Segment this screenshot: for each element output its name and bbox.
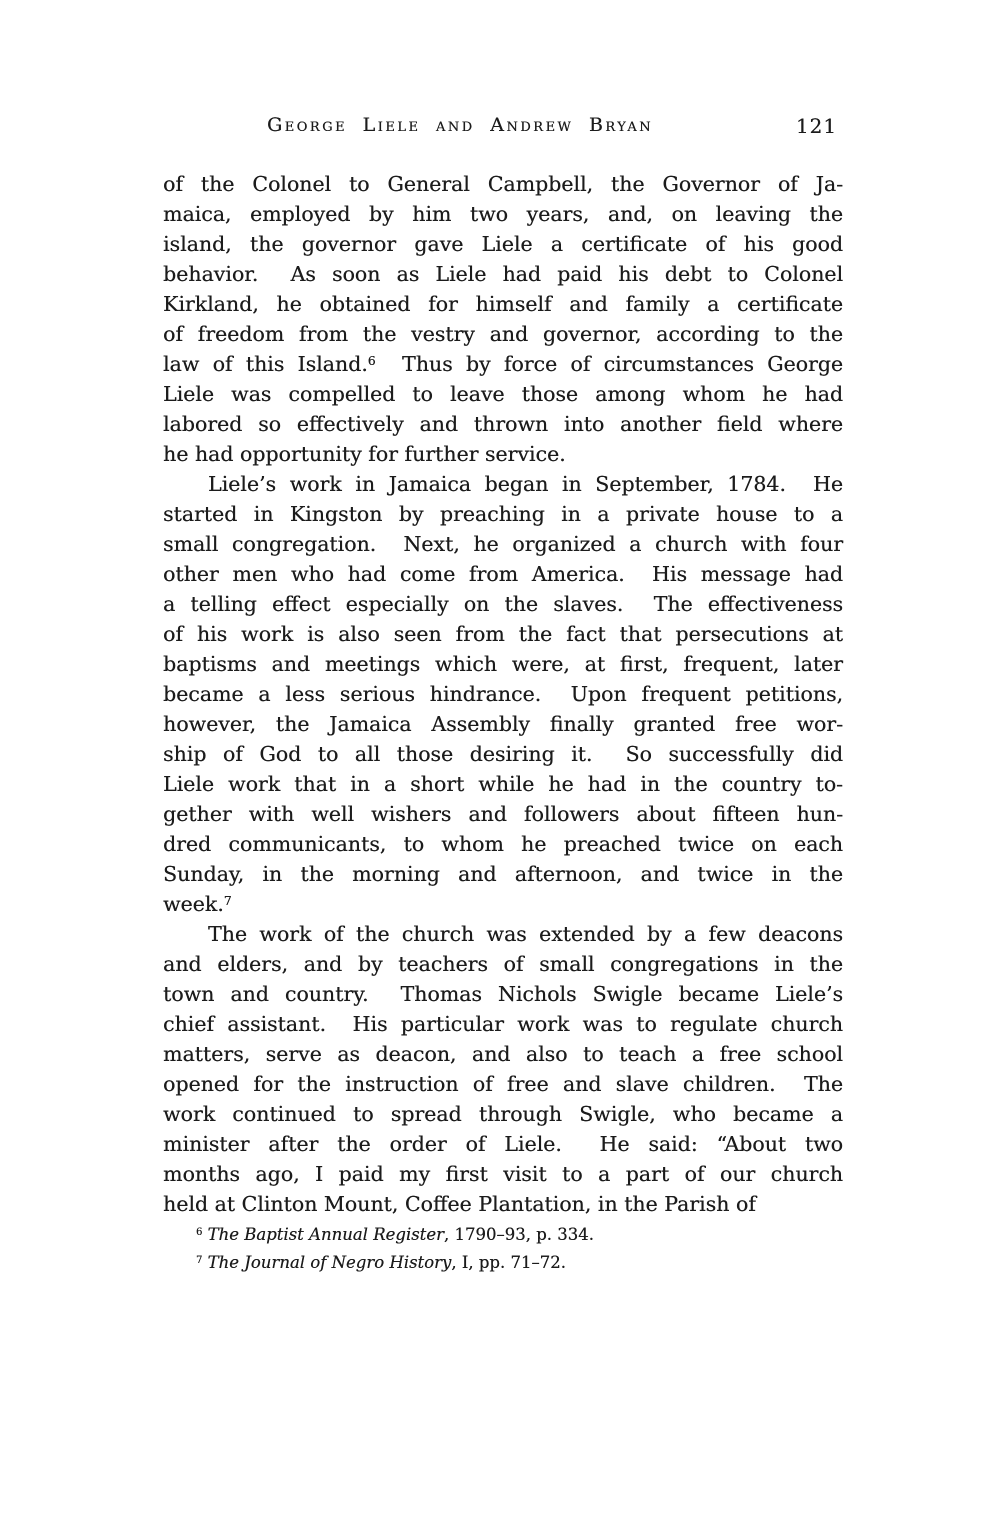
text-line: Sunday, in the morning and afternoon, and twice in the: [163, 862, 843, 886]
text-line: week.$^7$: [163, 892, 232, 916]
text-line: matters, serve as deacon, and also to teach a free school: [163, 1042, 843, 1066]
text-line: law of this Island.$^6$ Thus by force of circumstances George: [163, 352, 843, 376]
text-line: other men who had come from America. His message had: [163, 562, 843, 586]
text-line: and elders, and by teachers of small congregations in the: [163, 952, 843, 976]
footnote: $^7$ The Journal of Negro History, I, pp. 71–72.: [196, 1252, 566, 1272]
footnote: $^6$ The Baptist Annual Register, 1790–93, p. 334.: [196, 1225, 594, 1244]
text-block: [163, 169, 843, 1219]
text-line: Liele’s work in Jamaica began in September, 1784. He: [208, 472, 843, 496]
text-line: of the Colonel to General Campbell, the Governor of Ja-: [163, 172, 843, 196]
text-line: however, the Jamaica Assembly finally granted free wor-: [163, 712, 843, 736]
text-line: island, the governor gave Liele a certificate of his good: [163, 232, 843, 256]
page-number: 121: [795, 114, 837, 138]
text-line: labored so effectively and thrown into another field where: [163, 412, 843, 436]
running-title: George Liele and Andrew Bryan: [266, 114, 654, 136]
text-line: The work of the church was extended by a few deacons: [208, 922, 843, 946]
text-line: opened for the instruction of free and slave children. The: [163, 1072, 843, 1096]
text-line: became a less serious hindrance. Upon frequent petitions,: [163, 682, 843, 706]
text-line: gether with well wishers and followers about fifteen hun-: [163, 802, 843, 826]
footnote-reference: 6: [196, 1227, 203, 1239]
text-line: dred communicants, to whom he preached twice on each: [163, 832, 843, 856]
text-line: Liele work that in a short while he had in the country to-: [163, 772, 843, 796]
footnote-reference: 7: [196, 1254, 203, 1266]
text-line: maica, employed by him two years, and, on leaving the: [163, 202, 843, 226]
text-line: small congregation. Next, he organized a church with four: [163, 532, 843, 556]
text-line: town and country. Thomas Nichols Swigle became Liele’s: [163, 982, 843, 1006]
text-line: months ago, I paid my first visit to a part of our church: [163, 1162, 843, 1186]
text-line: Liele was compelled to leave those among whom he had: [163, 382, 843, 406]
text-line: Kirkland, he obtained for himself and family a certificate: [163, 292, 843, 316]
text-line: behavior. As soon as Liele had paid his debt to Colonel: [163, 262, 843, 286]
text-line: of freedom from the vestry and governor, according to the: [163, 322, 843, 346]
text-line: a telling effect especially on the slaves. The effectiveness: [163, 592, 843, 616]
text-line: of his work is also seen from the fact that persecutions at: [163, 622, 843, 646]
text-line: held at Clinton Mount, Coffee Plantation, in the Parish of: [163, 1192, 756, 1216]
footnote-reference: 7: [223, 894, 232, 909]
text-line: work continued to spread through Swigle, who became a: [163, 1102, 843, 1126]
text-line: he had opportunity for further service.: [163, 442, 566, 466]
page-header: [163, 114, 843, 146]
text-line: minister after the order of Liele. He said: “About two: [163, 1132, 843, 1156]
text-line: chief assistant. His particular work was to regulate church: [163, 1012, 843, 1036]
footnote-reference: 6: [367, 354, 376, 369]
footnotes: [196, 1221, 844, 1276]
text-line: started in Kingston by preaching in a private house to a: [163, 502, 843, 526]
text-line: ship of God to all those desiring it. So successfully did: [163, 742, 843, 766]
text-line: baptisms and meetings which were, at first, frequent, later: [163, 652, 843, 676]
